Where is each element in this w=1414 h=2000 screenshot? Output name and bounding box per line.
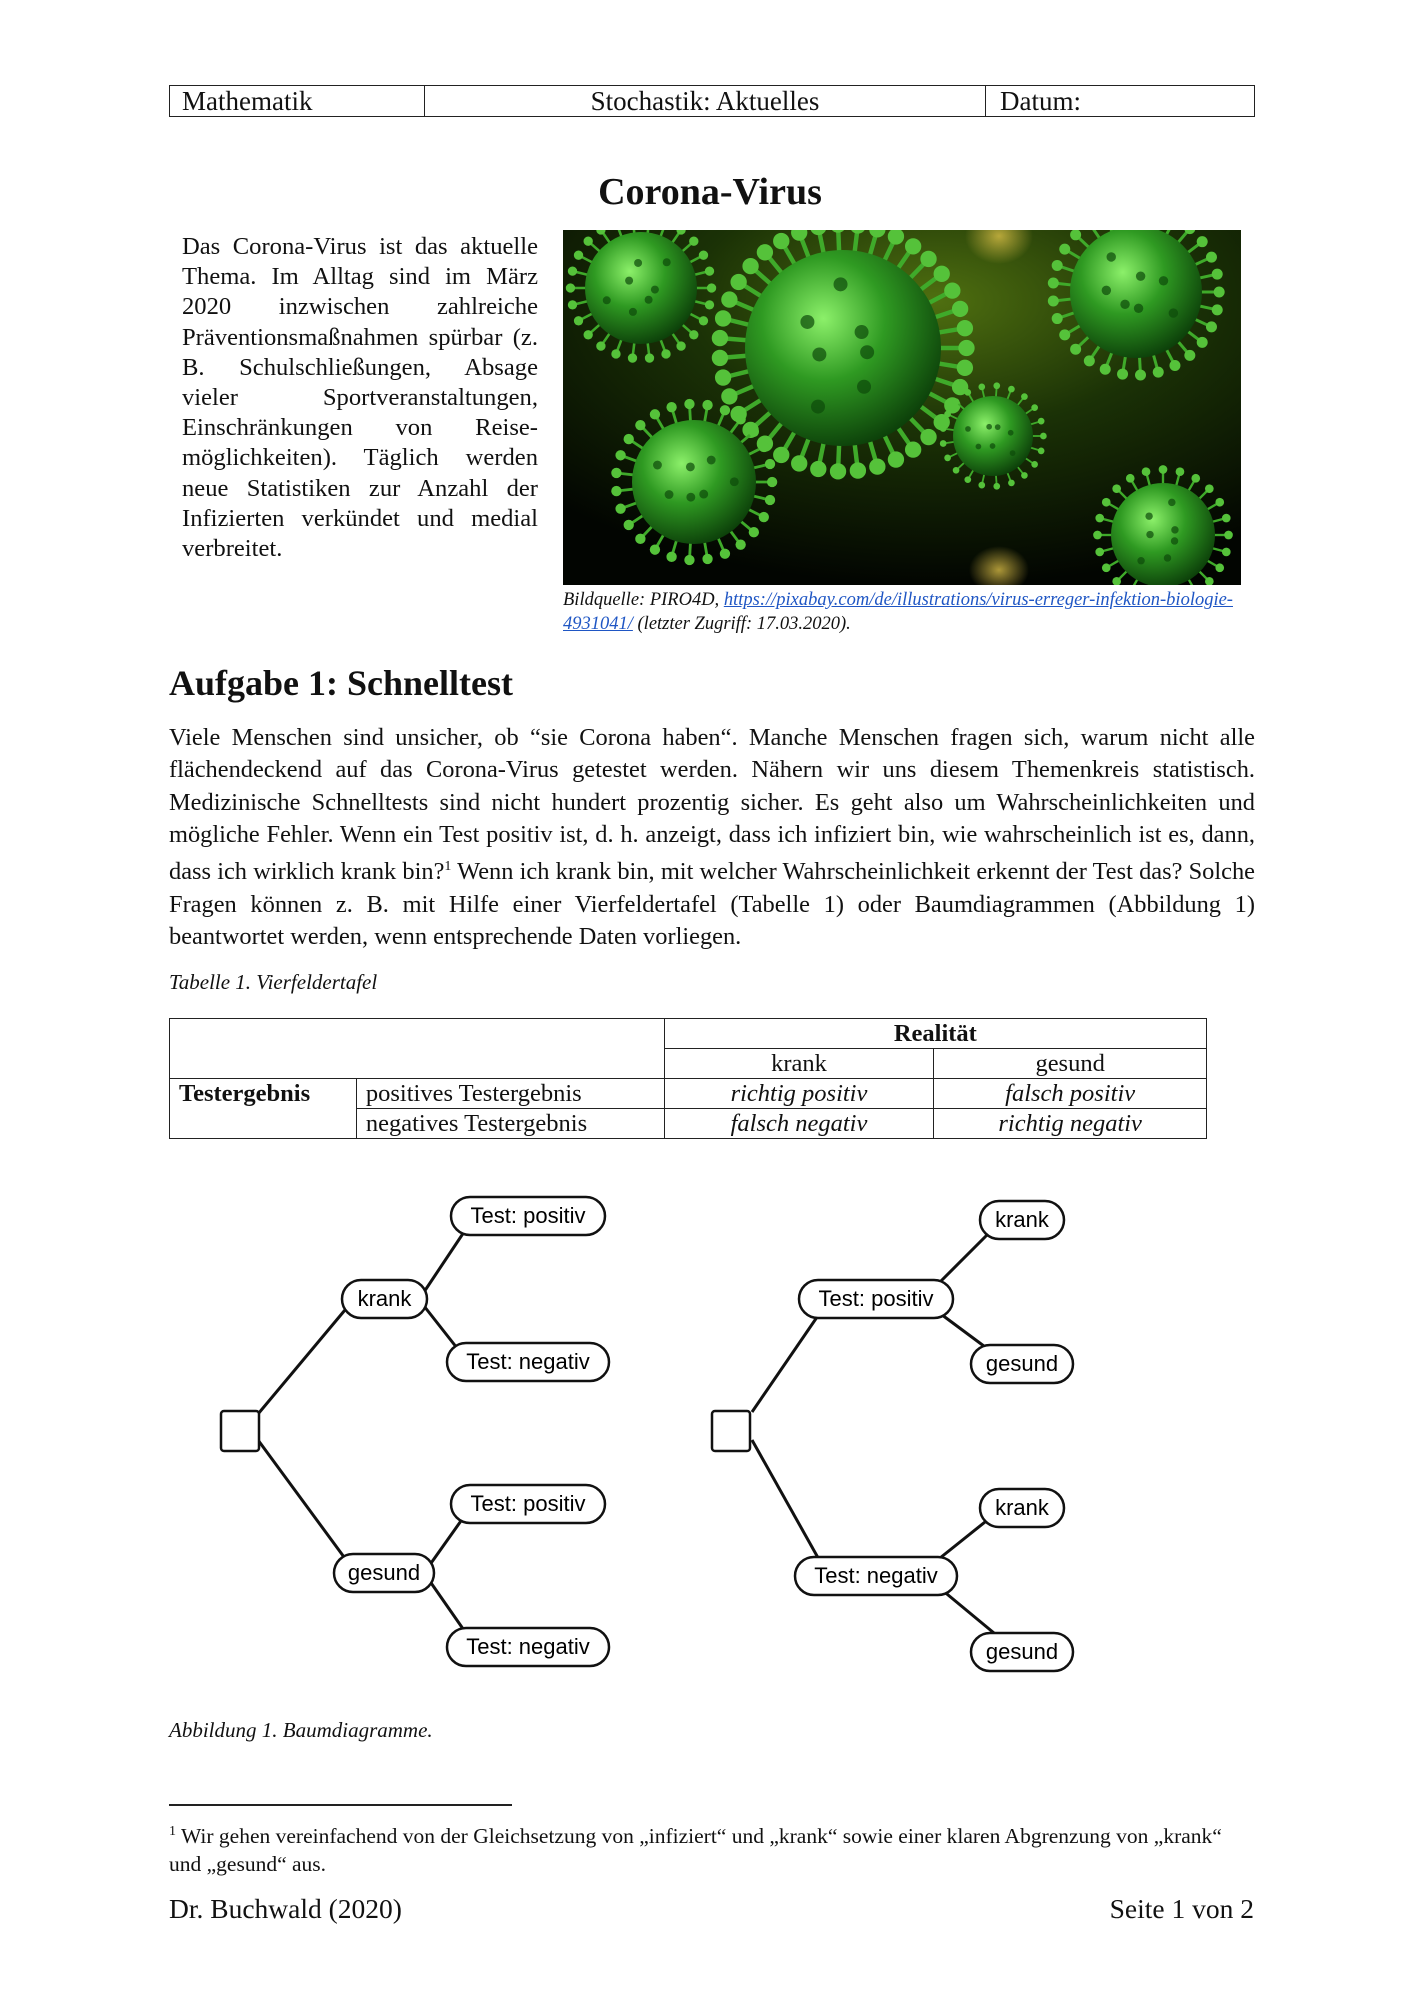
- header-subject: Mathematik: [170, 86, 425, 116]
- footnote-text: Wir gehen vereinfachend von der Gleichsetzung von „infiziert“ und „krank“ sowie einer klaren Abgrenzung von „krank“ und „gesund“ aus.: [169, 1824, 1222, 1877]
- virus-svg: [563, 230, 1241, 585]
- task-paragraph: [169, 722, 1255, 953]
- header-table: [169, 85, 1255, 117]
- tree-node-label: Test: negativ: [814, 1563, 938, 1588]
- table-corner-cell: [170, 1019, 665, 1079]
- table-cell: falsch positiv: [934, 1079, 1207, 1109]
- table-cell: richtig negativ: [934, 1109, 1207, 1139]
- contingency-table: [169, 1018, 1207, 1139]
- table-col-group: Realität: [664, 1019, 1206, 1049]
- footer-author: Dr. Buchwald (2020): [169, 1893, 402, 1924]
- tree-node: [799, 1280, 953, 1318]
- tree-diagrams: [0, 1180, 1414, 1700]
- tree-node: [980, 1489, 1064, 1527]
- header-date-label: Datum:: [1000, 86, 1081, 116]
- table-cell: falsch negativ: [664, 1109, 934, 1139]
- tree-node-label: krank: [357, 1286, 412, 1311]
- tree-node-label: Test: positiv: [818, 1286, 934, 1311]
- credit-suffix: (letzter Zugriff: 17.03.2020).: [632, 614, 851, 634]
- table-row: [170, 1109, 1207, 1139]
- tree-node: [451, 1485, 605, 1523]
- intro-text: Das Corona-Virus ist das aktuelle Thema. Im Alltag sind im März 2020 inzwischen zahlreiche Präventionsmaßnahmen spürbar (z. B. Schulschließungen, Absage vieler Sportveranstaltungen, Einschränkungen von Reise-möglichkeiten). Täglich werden neue Statistiken zur Anzahl der Infizierten verkündet und medial verbreitet.: [182, 233, 538, 563]
- virus-illustration: [563, 230, 1241, 585]
- task-heading: Aufgabe 1: Schnelltest: [169, 663, 513, 703]
- tree-node-label: krank: [995, 1207, 1049, 1232]
- tree-node: [342, 1280, 427, 1318]
- tree-node-label: gesund: [985, 1639, 1059, 1664]
- tree-node: [447, 1343, 609, 1381]
- tree-node: [795, 1557, 957, 1595]
- tree-node-label: Test: negativ: [466, 1349, 590, 1374]
- table-caption: Tabelle 1. Vierfeldertafel: [169, 970, 378, 994]
- tree-node: [447, 1628, 609, 1666]
- tree-node: [971, 1345, 1073, 1383]
- header-topic: Stochastik: Aktuelles: [425, 86, 986, 116]
- image-credit: [563, 588, 1263, 636]
- tree-node: [971, 1633, 1073, 1671]
- table-cell: richtig positiv: [664, 1079, 934, 1109]
- tree-node-label: Test: negativ: [466, 1634, 590, 1659]
- footer-page-number: Seite 1 von 2: [1109, 1893, 1254, 1924]
- table-col-krank: krank: [664, 1049, 934, 1079]
- credit-prefix: Bildquelle: PIRO4D,: [563, 590, 724, 610]
- tree-node: [980, 1201, 1064, 1239]
- table-row-group-empty: [170, 1109, 357, 1139]
- table-row-group: Testergebnis: [170, 1079, 357, 1109]
- table-row-neg: negatives Testergebnis: [356, 1109, 664, 1139]
- footnote-mark: 1: [169, 1824, 176, 1839]
- tree-node-label: Test: positiv: [470, 1491, 586, 1516]
- task-paragraph-b: Wenn ich krank bin, mit welcher Wahrscheinlichkeit erkennt der Test das? Solche Fragen können z. B. mit Hilfe einer Vierfeldertafel (Tabelle 1) oder Baumdiagrammen (Abbildung 1) beantwortet werden, wenn entsprechende Daten vorliegen.: [169, 858, 1255, 950]
- table-row-pos: positives Testergebnis: [356, 1079, 664, 1109]
- tree-node-label: gesund: [985, 1351, 1059, 1376]
- footnote: [169, 1818, 1255, 1878]
- tree-node-label: Test: positiv: [470, 1203, 586, 1228]
- tree-root-right: [712, 1411, 750, 1451]
- table-row: [170, 1019, 1207, 1049]
- credit-link[interactable]: https://pixabay.com/de/illustrations/virus-erreger-infektion-biologie-4931041/: [563, 590, 1233, 634]
- tree-node: [334, 1554, 434, 1592]
- tree-node-label: krank: [995, 1495, 1049, 1520]
- page-title: Corona-Virus: [598, 171, 822, 213]
- tree-node: [451, 1197, 605, 1235]
- figure-caption: Abbildung 1. Baumdiagramme.: [169, 1718, 433, 1742]
- tree-root-left: [221, 1411, 259, 1451]
- task-paragraph-a: Viele Menschen sind unsicher, ob “sie Corona haben“. Manche Menschen fragen sich, warum nicht alle flächendeckend auf das Corona-Virus getestet werden. Nähern wir uns diesem Themenkreis statistisch. Medizinische Schnelltests sind nicht hundert prozentig sicher. Es geht also um Wahrscheinlichkeiten und mögliche Fehler. Wenn ein Test positiv ist, d. h. anzeigt, dass ich infiziert bin, wie wahrscheinlich ist es, dann, dass ich wirklich krank bin?: [169, 724, 1255, 886]
- table-row: [170, 1079, 1207, 1109]
- footnote-ref[interactable]: 1: [444, 859, 452, 875]
- footnote-divider: [169, 1804, 512, 1806]
- table-col-gesund: gesund: [934, 1049, 1207, 1079]
- tree-node-label: gesund: [347, 1560, 421, 1585]
